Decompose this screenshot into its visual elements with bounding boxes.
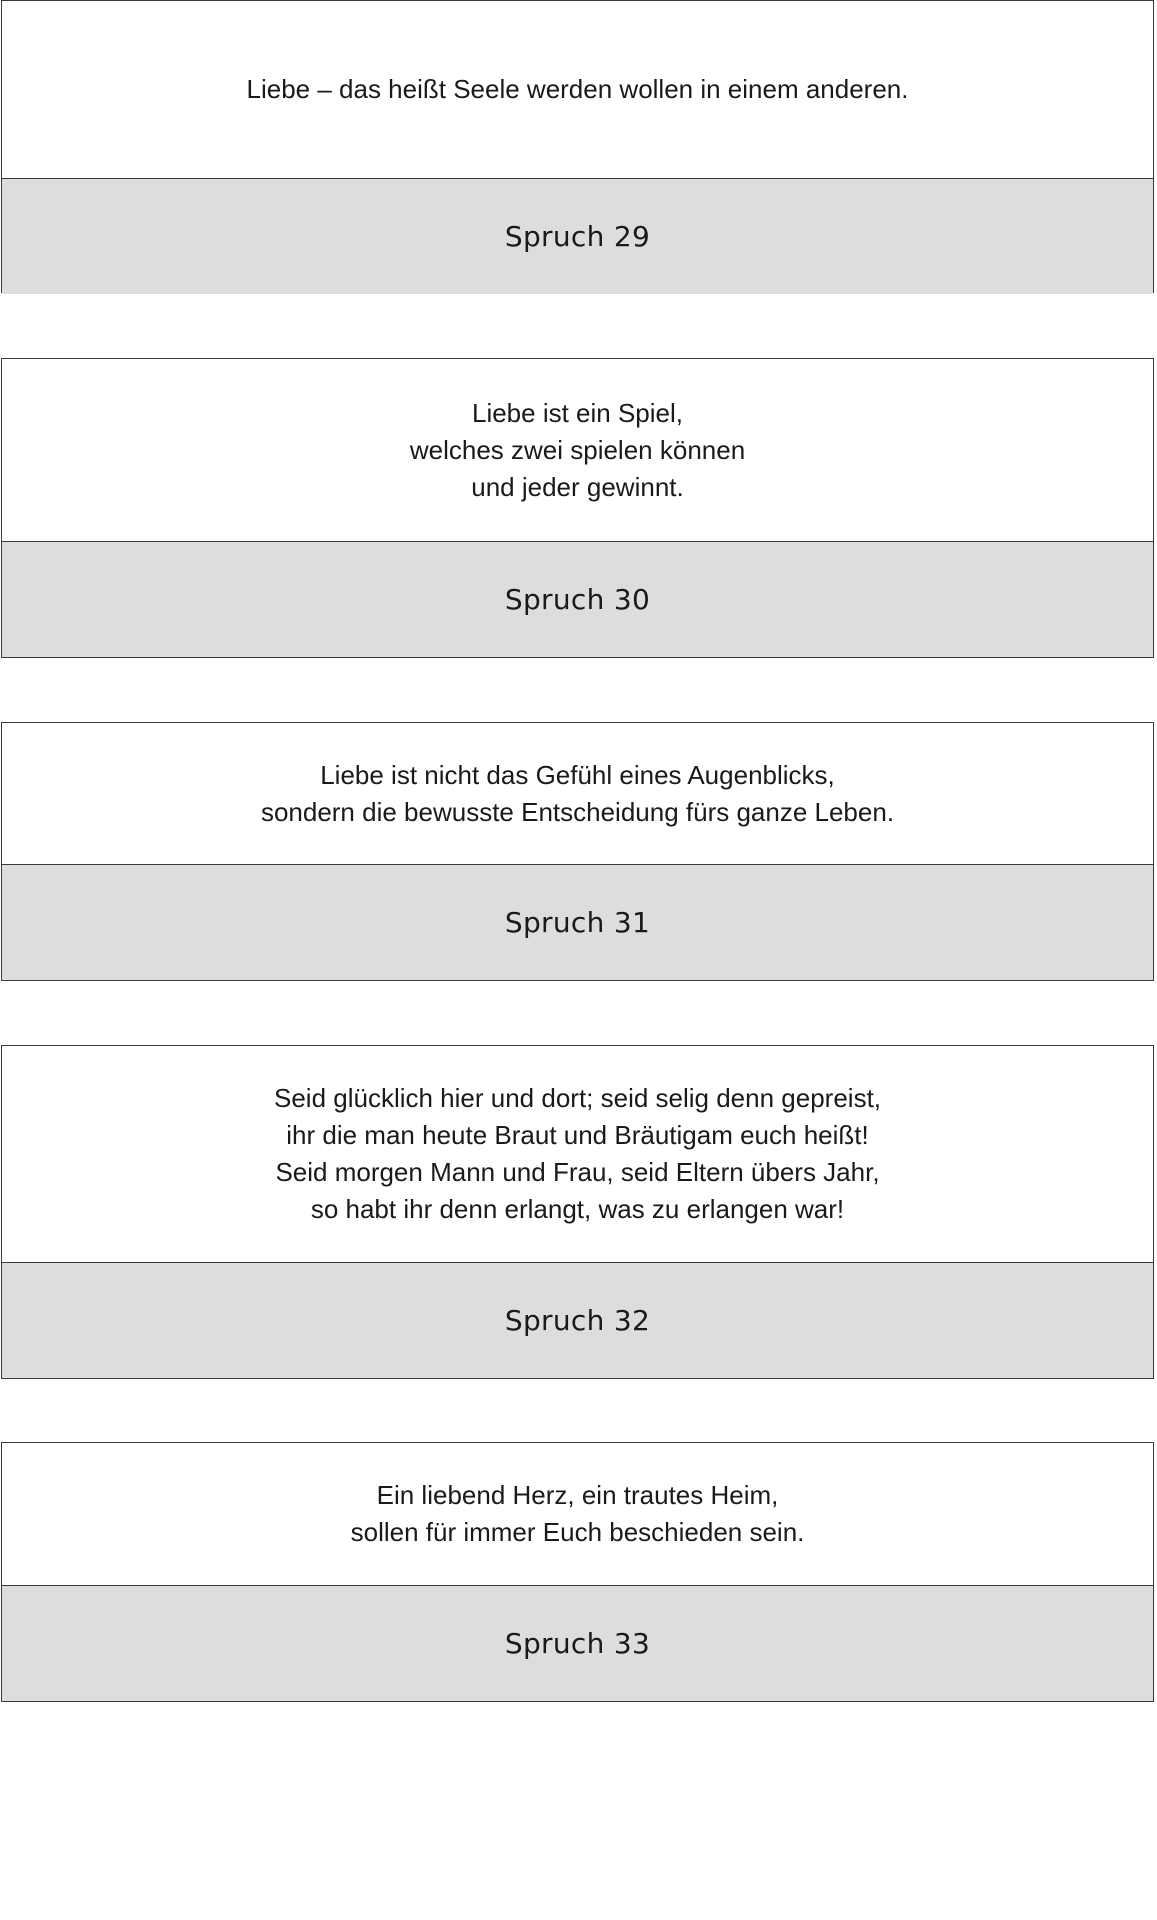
spruch-label: Spruch 31 <box>504 906 651 939</box>
quote-text: Liebe ist ein Spiel, welches zwei spielen können und jeder gewinnt. <box>409 397 746 502</box>
quote-box <box>2 1 1153 179</box>
card-spruch-29 <box>1 0 1154 293</box>
quote-text: Seid glücklich hier und dort; seid selig denn gepreist, ihr die man heute Braut und Bräutigam euch heißt! Seid morgen Mann und Frau, seid Eltern übers Jahr, so habt ihr denn erlangt, was zu erlangen war! <box>273 1083 882 1224</box>
quote-box <box>2 1046 1153 1263</box>
spruch-label: Spruch 33 <box>504 1627 651 1660</box>
card-spruch-31 <box>1 722 1154 981</box>
spruch-label-box <box>2 865 1153 980</box>
spruch-label: Spruch 29 <box>504 220 651 253</box>
spruch-label-box <box>2 179 1153 294</box>
card-spruch-30 <box>1 358 1154 658</box>
card-spruch-32 <box>1 1045 1154 1379</box>
quote-text: Ein liebend Herz, ein trautes Heim, sollen für immer Euch beschieden sein. <box>350 1480 805 1547</box>
spruch-label: Spruch 30 <box>504 583 651 616</box>
quote-box <box>2 723 1153 865</box>
quote-box <box>2 1443 1153 1586</box>
spruch-label-box <box>2 542 1153 657</box>
spruch-label: Spruch 32 <box>504 1304 651 1337</box>
spruch-label-box <box>2 1586 1153 1701</box>
spruch-label-box <box>2 1263 1153 1378</box>
quote-text: Liebe ist nicht das Gefühl eines Augenblicks, sondern die bewusste Entscheidung fürs ganze Leben. <box>260 759 895 827</box>
quote-text: Liebe – das heißt Seele werden wollen in einem anderen. <box>246 74 909 104</box>
card-spruch-33 <box>1 1442 1154 1702</box>
quote-box <box>2 359 1153 542</box>
